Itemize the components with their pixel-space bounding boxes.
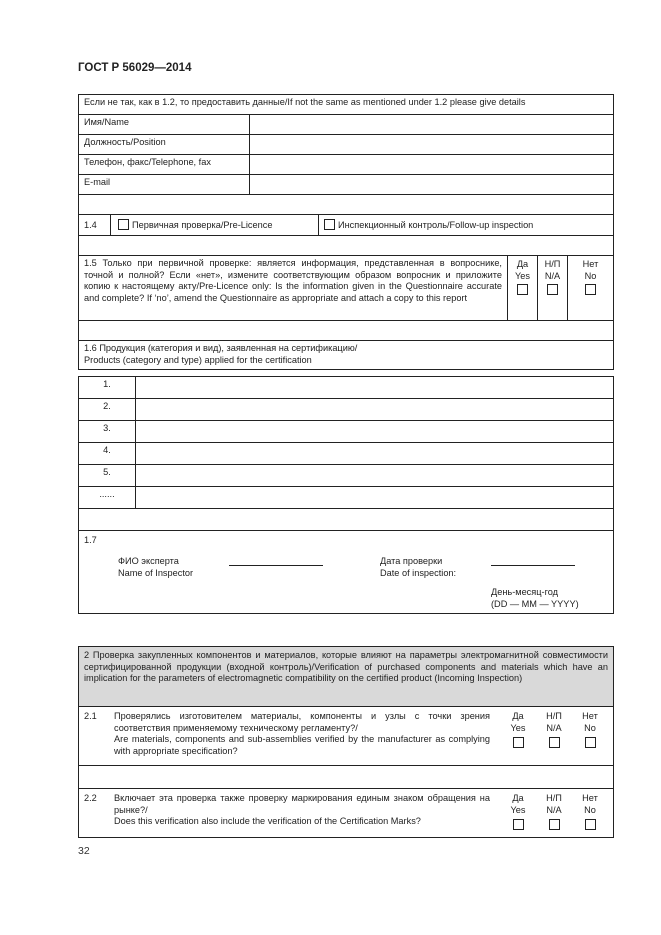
question-2-2-en: Does this verification also include the verification of the Certification Marks? <box>114 816 421 826</box>
inspection-date-field[interactable] <box>491 555 575 566</box>
q2-2-no-checkbox[interactable] <box>585 819 596 830</box>
no-label-ru: Нет <box>582 259 599 269</box>
spacer-row <box>79 236 614 256</box>
spacer-row <box>79 509 614 531</box>
inspection-date-label <box>380 556 456 579</box>
inspector-name-field[interactable] <box>229 555 323 566</box>
product-field[interactable] <box>136 487 614 509</box>
products-title-en: Products (category and type) applied for the certification <box>84 354 312 365</box>
question-1-5-text: 1.5 Только при первичной проверке: является информация, представленная в вопроснике, точной и полной? Если «нет», измените соответствующим образом вопросник и приложите копию к настоящему акту/Pre-Licence only: Is the information given in the Questionnaire accurate and complete? If ‘no’, amend the Questionnaire as appropriate and attach a copy to this report <box>79 256 508 321</box>
no-label-en: No <box>584 804 596 815</box>
no-label-en: No <box>584 722 596 733</box>
products-title <box>79 341 614 370</box>
section-2-title: 2 Проверка закупленных компонентов и материалов, которые влияют на параметры электромагнитной совместимости сертифицированной продукции (входной контроль)/Verification of purchased components and materials which have an implication for the parameters of electromagnetic compatibility on the certified product (Incoming Inspection) <box>79 647 614 707</box>
spacer-row <box>79 195 614 215</box>
answer-na-cell <box>538 256 568 321</box>
product-number: 2. <box>79 399 136 421</box>
email-field[interactable] <box>250 175 614 195</box>
name-label: Имя/Name <box>79 115 250 135</box>
q1-5-na-checkbox[interactable] <box>547 284 558 295</box>
question-2-1-en: Are materials, components and sub-assemblies verified by the manufacturer as complying with appropriate specification? <box>114 734 490 756</box>
q1-5-no-checkbox[interactable] <box>585 284 596 295</box>
product-field[interactable] <box>136 377 614 399</box>
position-label: Должность/Position <box>79 135 250 155</box>
no-label-ru: Нет <box>582 793 598 803</box>
follow-up-label: Инспекционный контроль/Follow-up inspection <box>338 220 534 230</box>
follow-up-option[interactable] <box>319 215 613 235</box>
contact-intro: Если не так, как в 1.2, то предоставить данные/If not the same as mentioned under 1.2 please give details <box>79 95 614 115</box>
date-format-hint <box>491 587 579 610</box>
na-label-ru: Н/П <box>544 259 561 269</box>
inspector-label-en: Name of Inspector <box>118 567 194 578</box>
question-2-2-number: 2.2 <box>84 793 97 803</box>
q2-2-na-checkbox[interactable] <box>549 819 560 830</box>
question-2-1-ru: Проверялись изготовителем материалы, компоненты и узлы с точки зрения соответствия применяемому техническому регламенту?/ <box>114 711 490 733</box>
inspector-name-label <box>118 556 193 579</box>
products-title-ru: 1.6 Продукция (категория и вид), заявленная на сертификацию/ <box>84 343 358 353</box>
na-label-ru: Н/П <box>546 793 562 803</box>
yes-label-en: Yes <box>510 722 526 733</box>
product-field[interactable] <box>136 465 614 487</box>
product-field[interactable] <box>136 399 614 421</box>
yes-label-ru: Да <box>512 711 524 721</box>
na-label-en: N/A <box>544 270 561 281</box>
yes-label-en: Yes <box>515 270 530 281</box>
section-1-4-number: 1.4 <box>79 215 111 235</box>
page-number: 32 <box>78 845 90 857</box>
yes-label-en: Yes <box>510 804 526 815</box>
q2-1-na-checkbox[interactable] <box>549 737 560 748</box>
spacer-row <box>79 321 614 341</box>
product-number: 5. <box>79 465 136 487</box>
question-2-2 <box>84 793 608 830</box>
na-label-en: N/A <box>546 722 562 733</box>
date-format-en: (DD — MM — YYYY) <box>491 598 579 609</box>
q2-1-no-checkbox[interactable] <box>585 737 596 748</box>
product-field[interactable] <box>136 443 614 465</box>
spacer-row <box>79 766 614 789</box>
question-2-1 <box>84 711 608 757</box>
products-table <box>78 376 614 614</box>
pre-licence-option[interactable] <box>111 215 319 235</box>
pre-licence-checkbox[interactable] <box>118 219 129 230</box>
section-1-7-number: 1.7 <box>84 535 97 545</box>
na-label-ru: Н/П <box>546 711 562 721</box>
inspector-label-ru: ФИО эксперта <box>118 556 179 566</box>
date-label-en: Date of inspection: <box>380 567 457 578</box>
phone-label: Телефон, факс/Telephone, fax <box>79 155 250 175</box>
q1-5-yes-checkbox[interactable] <box>517 284 528 295</box>
q2-1-yes-checkbox[interactable] <box>513 737 524 748</box>
form-table-section-1 <box>78 94 614 370</box>
product-number: 1. <box>79 377 136 399</box>
date-label-ru: Дата проверки <box>380 556 443 566</box>
date-format-ru: День-месяц-год <box>491 587 558 597</box>
name-field[interactable] <box>250 115 614 135</box>
answer-no-cell <box>568 256 614 321</box>
no-label-ru: Нет <box>582 711 598 721</box>
yes-label-ru: Да <box>512 793 524 803</box>
question-2-2-ru: Включает эта проверка также проверку маркирования единым знаком обращения на рынке?/ <box>114 793 490 815</box>
question-2-1-number: 2.1 <box>84 711 97 721</box>
yes-label-ru: Да <box>516 259 529 269</box>
pre-licence-label: Первичная проверка/Pre-Licence <box>132 220 273 230</box>
position-field[interactable] <box>250 135 614 155</box>
product-number: 3. <box>79 421 136 443</box>
no-label-en: No <box>584 270 597 281</box>
phone-field[interactable] <box>250 155 614 175</box>
inspector-signature-block <box>79 531 613 613</box>
na-label-en: N/A <box>546 804 562 815</box>
answer-yes-cell <box>508 256 538 321</box>
product-number: ...... <box>79 487 136 509</box>
follow-up-checkbox[interactable] <box>324 219 335 230</box>
document-header: ГОСТ Р 56029—2014 <box>78 62 192 74</box>
product-number: 4. <box>79 443 136 465</box>
email-label: E-mail <box>79 175 250 195</box>
product-field[interactable] <box>136 421 614 443</box>
q2-2-yes-checkbox[interactable] <box>513 819 524 830</box>
form-table-section-2 <box>78 646 614 838</box>
